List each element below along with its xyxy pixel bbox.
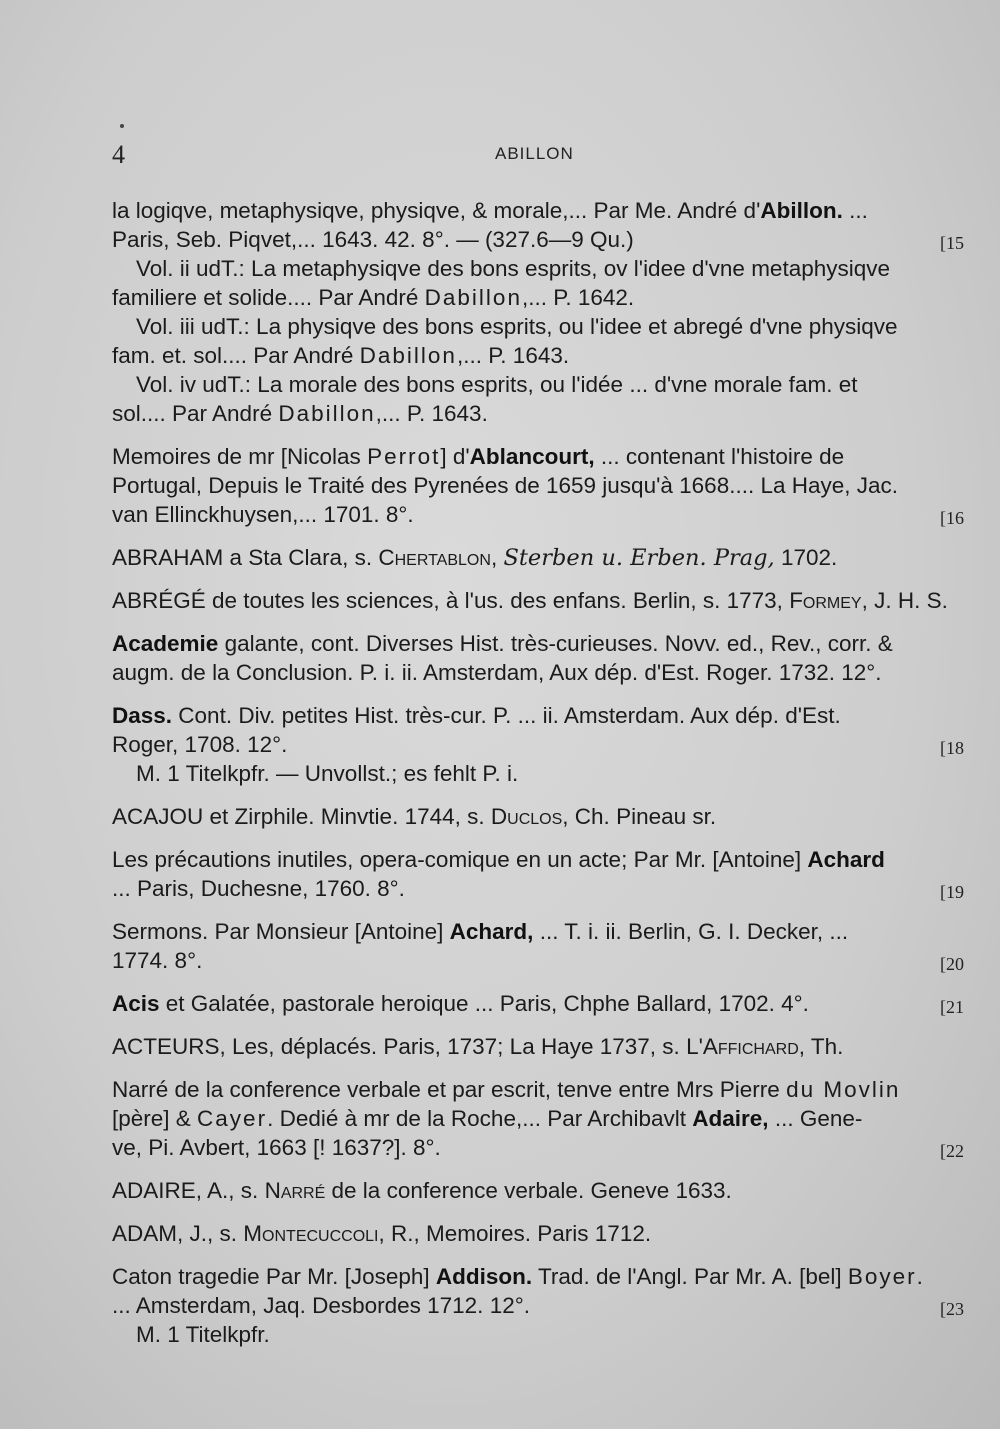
entry-text: ... Amsterdam, Jaq. Desbordes 1712. 12°. <box>112 1293 530 1318</box>
entry-spaced-name: Dabillon <box>359 343 457 368</box>
entry-author-bold: Dass. <box>112 703 173 728</box>
entry-line <box>112 196 964 225</box>
entry-text: Roger, 1708. 12°. <box>112 732 288 757</box>
entry-line <box>112 471 964 500</box>
entry-text: ... <box>842 198 868 223</box>
entry-cross-reference: Affichard <box>702 1034 799 1059</box>
entry-author-bold: Achard <box>807 847 885 872</box>
entry-text: sol.... Par André <box>112 401 279 426</box>
entry-line <box>112 283 964 312</box>
entry-author-bold: Academie <box>112 631 219 656</box>
entry-text: ... T. i. ii. Berlin, G. I. Decker, ... <box>533 919 849 944</box>
entry-author-bold: Acis <box>112 991 160 1016</box>
entry-note: s. <box>467 804 485 829</box>
entry-note: s. <box>662 1034 680 1059</box>
entry-spaced-name: du Movlin <box>786 1077 901 1102</box>
entry-number: [21 <box>940 997 964 1017</box>
entry-text: familiere et solide.... Par André <box>112 285 425 310</box>
entry-line <box>112 442 964 471</box>
catalog-entry <box>112 989 964 1018</box>
entry-line <box>112 1133 964 1162</box>
entry-text: Paris, Seb. Piqvet,... 1643. 42. 8°. — (327.6—9 Qu.) <box>112 227 634 252</box>
entry-text: la logiqve, metaphysiqve, physiqve, & morale,... Par Me. André d' <box>112 198 761 223</box>
entry-text: Portugal, Depuis le Traité des Pyrenées de 1659 jusqu'à 1668.... La Haye, Jac. <box>112 473 899 498</box>
entry-text: Cont. Div. petites Hist. très-cur. P. ... ii. Amsterdam. Aux dép. d'Est. <box>172 703 841 728</box>
entry-text: L' <box>679 1034 703 1059</box>
entry-number: [22 <box>940 1141 964 1161</box>
entry-spaced-name: Dabillon <box>278 401 376 426</box>
catalog-entry <box>112 802 964 831</box>
entry-fraktur-title: Sterben u. Erben. Prag, <box>503 545 775 571</box>
entry-text: , R., Memoires. Paris 1712. <box>378 1221 652 1246</box>
entry-line <box>112 1291 964 1320</box>
page-number: 4 <box>112 140 125 169</box>
entry-text: fam. et. sol.... Par André <box>112 343 360 368</box>
entry-text: ABRÉGÉ de toutes les sciences, à l'us. des enfans. Berlin, <box>112 588 703 613</box>
catalog-entry <box>112 1176 964 1205</box>
entry-text: Memoires de mr [Nicolas <box>112 444 368 469</box>
entry-text: ADAM, J., <box>112 1221 220 1246</box>
entry-text: et Galatée, pastorale heroique ... Paris, Chphe Ballard, 1702. 4°. <box>159 991 809 1016</box>
catalog-entry <box>112 917 964 975</box>
entry-line <box>112 1320 964 1349</box>
entry-line <box>112 1176 964 1205</box>
entry-note: s. <box>702 588 721 613</box>
entry-number: [15 <box>940 233 964 253</box>
entry-number: [18 <box>940 738 964 758</box>
entry-line <box>112 917 964 946</box>
entry-text: . Dedié à mr de la Roche,... Par Archibavlt <box>267 1106 693 1131</box>
catalog-entries <box>112 196 964 1363</box>
catalog-entry <box>112 629 964 687</box>
entry-line <box>112 1219 964 1248</box>
entry-cross-reference: Narré <box>264 1178 326 1203</box>
entry-text: ,... P. 1643. <box>456 343 570 368</box>
entry-text: Trad. de l'Angl. Par Mr. A. [bel] <box>532 1264 848 1289</box>
entry-line <box>112 312 964 341</box>
entry-line <box>112 1104 964 1133</box>
entry-text: 1774. 8°. <box>112 948 203 973</box>
entry-note: Vol. ii udT.: La metaphysiqve des bons esprits, ov l'idee d'vne metaphysiqve <box>136 256 891 281</box>
entry-author-bold: Achard, <box>449 919 534 944</box>
entry-author-bold: Ablancourt, <box>469 444 595 469</box>
entry-number: [20 <box>940 954 964 974</box>
running-head <box>112 140 972 170</box>
entry-line <box>112 500 964 529</box>
entry-text: de la conference verbale. Geneve 1633. <box>325 1178 732 1203</box>
entry-note: Vol. iv udT.: La morale des bons esprits, ou l'idée ... d'vne morale fam. et <box>136 372 858 397</box>
entry-text: galante, cont. Diverses Hist. très-curieuses. Novv. ed., Rev., corr. & <box>218 631 893 656</box>
catalog-entry <box>112 1075 964 1162</box>
entry-line <box>112 989 964 1018</box>
entry-line <box>112 730 964 759</box>
entry-text: . <box>916 1264 923 1289</box>
entry-line <box>112 946 964 975</box>
entry-text: [père] & <box>112 1106 198 1131</box>
entry-spaced-name: Cayer <box>197 1106 268 1131</box>
entry-line <box>112 701 964 730</box>
entry-cross-reference: Chertablon <box>378 545 491 570</box>
entry-text: ve, Pi. Avbert, 1663 [! 1637?]. 8°. <box>112 1135 441 1160</box>
entry-note: s. <box>240 1178 259 1203</box>
entry-text: Sermons. Par Monsieur [Antoine] <box>112 919 450 944</box>
entry-note: s. <box>219 1221 238 1246</box>
entry-line <box>112 254 964 283</box>
entry-spaced-name: Boyer <box>847 1264 917 1289</box>
entry-text: augm. de la Conclusion. P. i. ii. Amsterdam, Aux dép. d'Est. Roger. 1732. 12°. <box>112 660 882 685</box>
entry-line <box>112 586 964 615</box>
entry-line <box>112 1262 964 1291</box>
entry-cross-reference: Montecuccoli <box>243 1221 379 1246</box>
catalog-entry <box>112 543 964 572</box>
entry-line <box>112 341 964 370</box>
entry-text: , Ch. Pineau sr. <box>562 804 717 829</box>
entry-cross-reference: Formey <box>789 588 862 613</box>
catalog-entry <box>112 1262 964 1349</box>
entry-text: ABRAHAM a Sta Clara, <box>112 545 355 570</box>
entry-number: [19 <box>940 882 964 902</box>
entry-text: ,... P. 1642. <box>521 285 635 310</box>
entry-line <box>112 845 964 874</box>
entry-line <box>112 802 964 831</box>
entry-text: ] d' <box>440 444 470 469</box>
entry-text: ,... P. 1643. <box>375 401 488 426</box>
entry-text: ... contenant l'histoire de <box>594 444 845 469</box>
entry-number: [23 <box>940 1299 964 1319</box>
catalog-entry <box>112 1219 964 1248</box>
catalog-entry <box>112 845 964 903</box>
entry-line <box>112 658 964 687</box>
catalog-entry <box>112 196 964 428</box>
entry-note: M. 1 Titelkpfr. — Unvollst.; es fehlt P. i. <box>136 761 519 786</box>
entry-text: Les précautions inutiles, opera-comique en un acte; Par Mr. [Antoine] <box>112 847 808 872</box>
entry-text: ADAIRE, A., <box>112 1178 241 1203</box>
entry-cross-reference: Duclos <box>490 804 563 829</box>
entry-text: 1702. <box>774 545 838 570</box>
entry-note: M. 1 Titelkpfr. <box>136 1322 270 1347</box>
catalog-entry <box>112 1032 964 1061</box>
entry-text: ... Gene- <box>768 1106 863 1131</box>
entry-text: ... Paris, Duchesne, 1760. 8°. <box>112 876 405 901</box>
entry-author-bold: Adaire, <box>692 1106 769 1131</box>
entry-line <box>112 874 964 903</box>
entry-line <box>112 1075 964 1104</box>
running-title: ABILLON <box>495 144 574 163</box>
entry-line <box>112 225 964 254</box>
entry-number: [16 <box>940 508 964 528</box>
catalog-entry <box>112 586 964 615</box>
entry-author-bold: Abillon. <box>760 198 843 223</box>
ink-dot <box>120 124 124 128</box>
entry-line <box>112 1032 964 1061</box>
entry-text: van Ellinckhuysen,... 1701. 8°. <box>112 502 414 527</box>
catalog-entry <box>112 701 964 788</box>
entry-text: 1773, <box>720 588 790 613</box>
entry-note: Vol. iii udT.: La physiqve des bons esprits, ou l'idee et abregé d'vne physiqve <box>136 314 898 339</box>
entry-text: ACTEURS, Les, déplacés. Paris, 1737; La Haye 1737, <box>112 1034 663 1059</box>
entry-text: ACAJOU et Zirphile. Minvtie. 1744, <box>112 804 468 829</box>
entry-line <box>112 370 964 399</box>
entry-line <box>112 543 964 572</box>
entry-text: , Th. <box>798 1034 844 1059</box>
entry-line <box>112 759 964 788</box>
entry-line <box>112 399 964 428</box>
entry-note: s. <box>354 545 373 570</box>
entry-text: Caton tragedie Par Mr. [Joseph] <box>112 1264 436 1289</box>
entry-spaced-name: Dabillon <box>424 285 522 310</box>
entry-text: , <box>490 545 504 570</box>
entry-author-bold: Addison. <box>435 1264 533 1289</box>
entry-line <box>112 629 964 658</box>
entry-spaced-name: Perrot <box>367 444 441 469</box>
entry-text: , J. H. S. <box>861 588 948 613</box>
catalog-entry <box>112 442 964 529</box>
entry-text: Narré de la conference verbale et par escrit, tenve entre Mrs Pierre <box>112 1077 787 1102</box>
